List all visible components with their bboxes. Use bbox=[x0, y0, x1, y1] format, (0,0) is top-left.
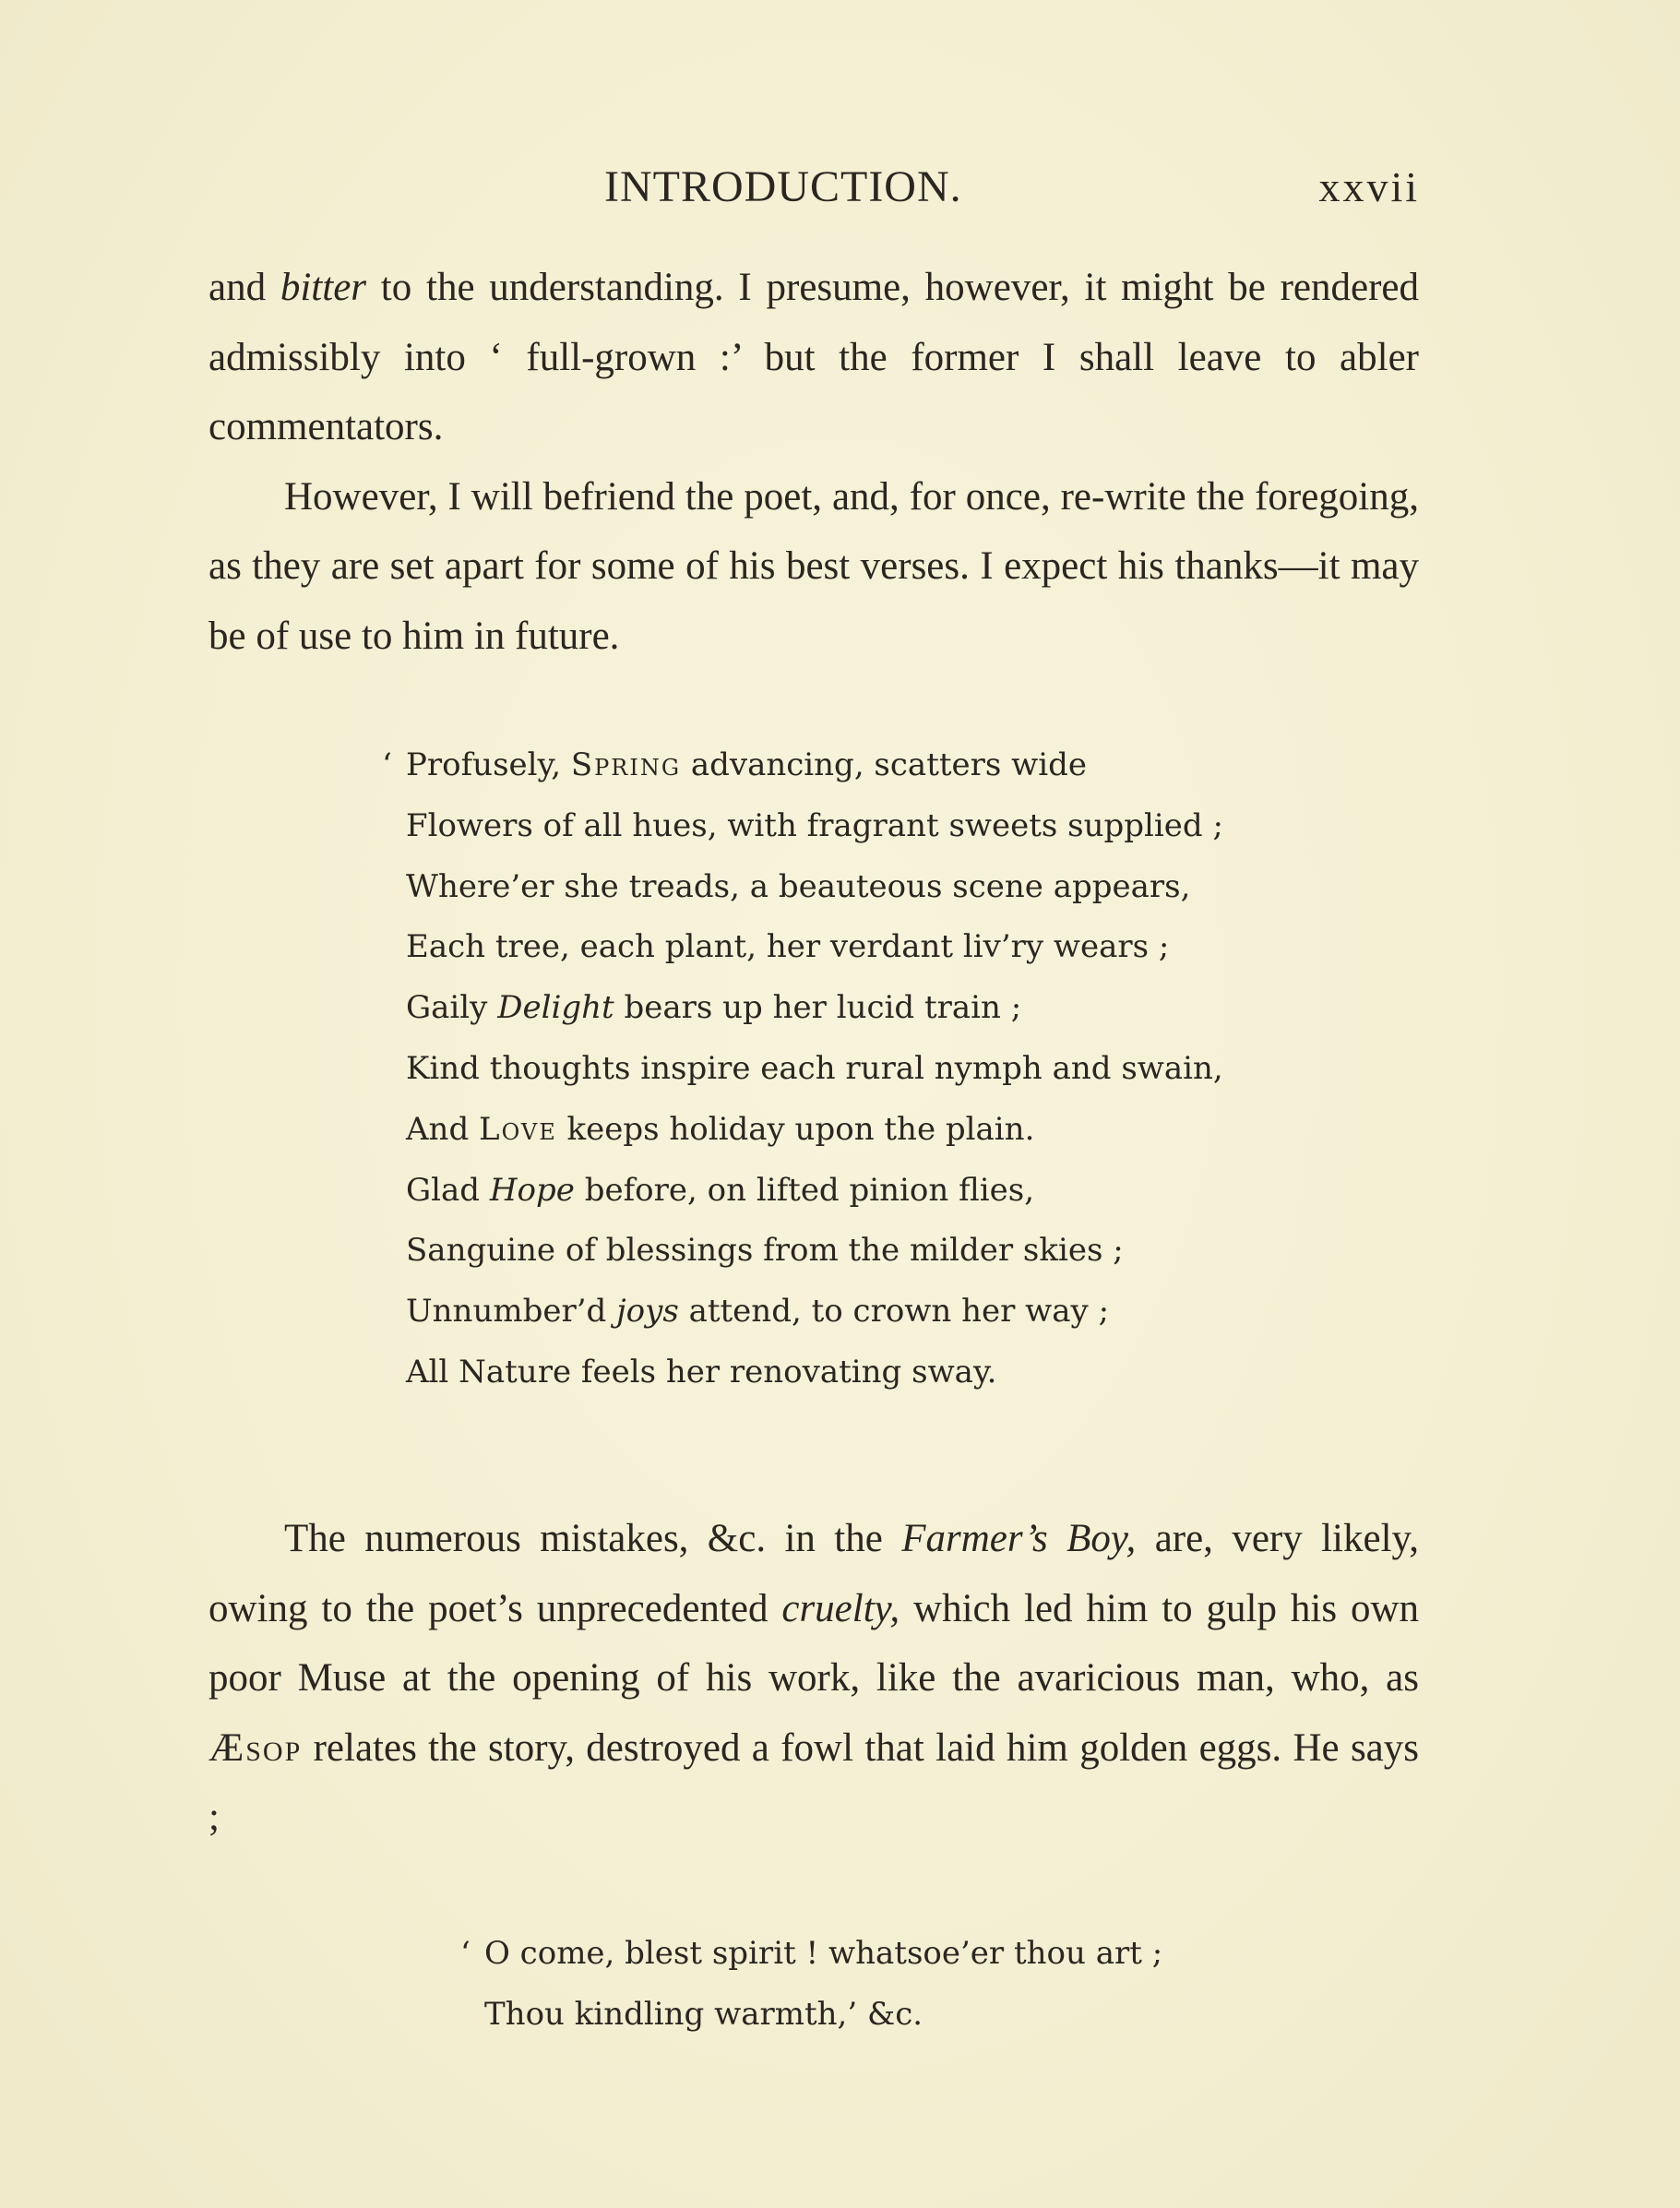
text-run: Where’er she treads, a beauteous scene appears, bbox=[406, 867, 1191, 905]
paragraph-2: However, I will befriend the poet, and, for once, re-write the foregoing, as they are set apart for some of his best verses. I expect his thanks—it may be of use to him in future. bbox=[209, 474, 1419, 658]
text-run: Flowers of all hues, with fragrant sweets supplied ; bbox=[406, 806, 1223, 844]
verse-quotation-1 bbox=[382, 735, 1223, 1403]
text-run: are, very likely, owing to the poet’s unprecedented bbox=[209, 1517, 1419, 1630]
text-run: Sanguine of blessings from the milder skies ; bbox=[406, 1232, 1124, 1270]
text-run: Glad bbox=[406, 1171, 490, 1209]
text-run: Unnumber’d bbox=[406, 1293, 617, 1331]
verse-line bbox=[406, 1221, 1223, 1282]
text-run: relates the story, destroyed a fowl that laid him golden eggs. He says ; bbox=[209, 1725, 1419, 1839]
verse-line bbox=[406, 1100, 1223, 1161]
verse-line bbox=[406, 796, 1223, 857]
verse-line bbox=[460, 1924, 1163, 1985]
verse-line bbox=[406, 917, 1223, 978]
italic-word-delight: Delight bbox=[497, 989, 614, 1027]
text-run: And bbox=[406, 1110, 480, 1148]
verse-line bbox=[406, 978, 1223, 1039]
text-run: bears up her lucid train ; bbox=[614, 989, 1022, 1027]
text-run: O come, blest spirit ! whatsoe’er thou art ; bbox=[484, 1935, 1163, 1972]
paragraph-3 bbox=[209, 1504, 1419, 1853]
small-caps-love: Love bbox=[479, 1110, 557, 1148]
text-run: which led him to gulp his own poor Muse at the opening of his work, like the avaricious man, who, as bbox=[209, 1586, 1420, 1700]
verse-line bbox=[406, 1343, 1223, 1403]
open-quote: ‘ bbox=[460, 1935, 471, 1972]
italic-word-cruelty: cruelty, bbox=[781, 1586, 900, 1630]
text-run: The numerous mistakes, &c. in the bbox=[284, 1517, 902, 1560]
text-run: Profusely, bbox=[406, 746, 571, 783]
verse-quotation-2 bbox=[460, 1924, 1163, 2046]
verse-line bbox=[406, 1282, 1223, 1343]
verse-line bbox=[382, 735, 1223, 796]
text-run: All Nature feels her renovating sway. bbox=[406, 1353, 997, 1390]
verse-line bbox=[484, 1985, 1162, 2046]
page-number: xxvii bbox=[1318, 163, 1420, 210]
text-run: attend, to crown her way ; bbox=[678, 1293, 1110, 1331]
text-run: to the understanding. I presume, however, it might be rendered admissibly into ‘ full-grown :’ but the former I shall leave to abler commentators. bbox=[209, 266, 1420, 448]
open-quote: ‘ bbox=[382, 746, 392, 783]
verse-line bbox=[406, 1161, 1223, 1222]
page-header bbox=[0, 155, 1680, 220]
italic-title-farmers-boy: Farmer’s Boy, bbox=[901, 1517, 1137, 1560]
prose-block-1 bbox=[209, 253, 1419, 671]
verse-line bbox=[406, 1039, 1223, 1100]
paragraph-1 bbox=[209, 253, 1419, 462]
prose-block-2 bbox=[209, 1504, 1419, 1853]
text-run: Each tree, each plant, her verdant liv’ry wears ; bbox=[406, 928, 1170, 966]
italic-word-joys: joys bbox=[616, 1293, 679, 1331]
text-run: and bbox=[209, 266, 280, 309]
text-run: Kind thoughts inspire each rural nymph and swain, bbox=[406, 1049, 1223, 1087]
small-caps-spring: Spring bbox=[570, 746, 682, 783]
text-run: advancing, scatters wide bbox=[681, 746, 1088, 783]
text-run: Thou kindling warmth,’ &c. bbox=[484, 1995, 923, 2033]
text-run: before, on lifted pinion flies, bbox=[574, 1171, 1035, 1209]
verse-line bbox=[406, 857, 1223, 918]
text-run: keeps holiday upon the plain. bbox=[556, 1110, 1035, 1148]
italic-word-bitter: bitter bbox=[280, 266, 367, 309]
italic-word-hope: Hope bbox=[489, 1171, 575, 1209]
small-caps-aesop: Æsop bbox=[209, 1725, 303, 1770]
running-title: INTRODUCTION. bbox=[604, 162, 962, 211]
text-run: Gaily bbox=[406, 989, 498, 1027]
